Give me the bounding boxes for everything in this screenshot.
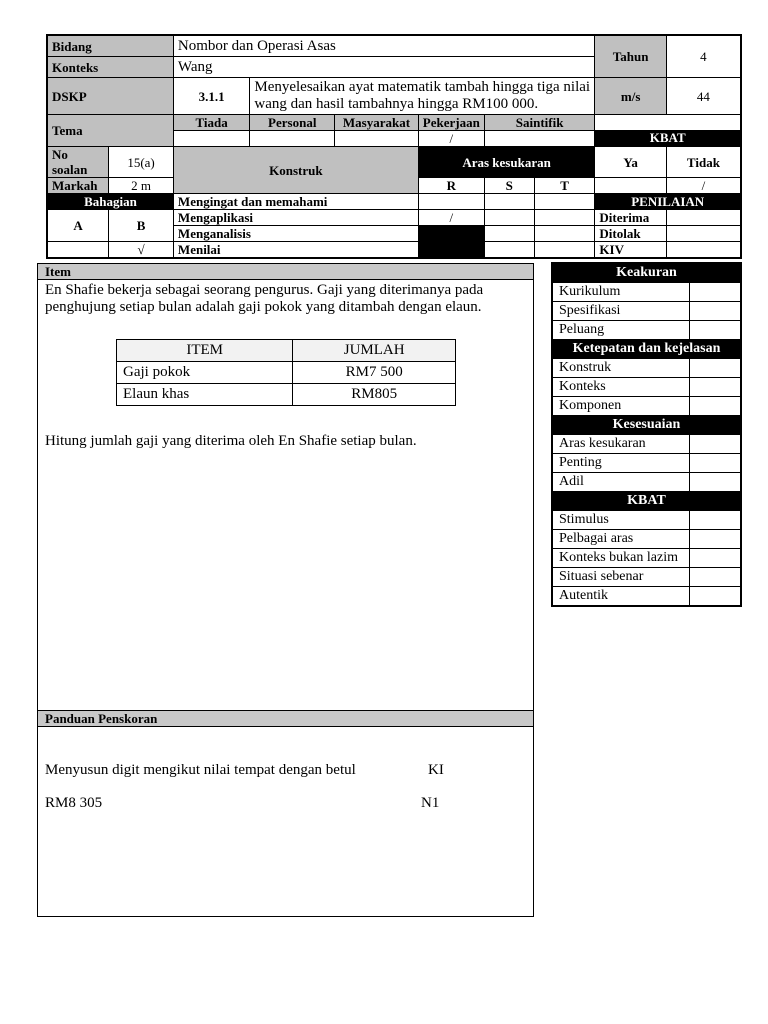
dskp-code: 3.1.1	[173, 78, 249, 115]
checklist-item: Spesifikasi	[552, 302, 690, 321]
markah-label: Markah	[47, 178, 109, 194]
tema-option: Personal	[250, 115, 335, 131]
penilaian-row: Ditolak	[595, 226, 666, 242]
checklist-item: Autentik	[552, 587, 690, 607]
tahun-value: 4	[666, 35, 741, 78]
keakuran-header: Keakuran	[552, 263, 741, 283]
item-header: Item	[38, 264, 533, 280]
scoring-mark-2: N1	[421, 795, 440, 811]
table-row	[117, 384, 456, 406]
tema-option: Masyarakat	[335, 115, 419, 131]
checklist-item: Peluang	[552, 321, 690, 340]
bahagian-header: Bahagian	[47, 194, 173, 210]
item-panel	[37, 263, 534, 917]
konstruk-row: Menilai	[173, 242, 418, 259]
scoring-mark-1: KI	[428, 762, 444, 778]
checklist-item: Penting	[552, 454, 690, 473]
item-table-header: ITEM	[117, 340, 293, 362]
checklist-box	[690, 321, 742, 340]
aras-s-label: S	[484, 178, 534, 194]
kbat-tidak-label: Tidak	[666, 147, 741, 178]
tema-option: Tiada	[173, 115, 249, 131]
bahagian-b-mark: √	[109, 242, 174, 259]
item-table	[116, 339, 456, 406]
checklist-item: Stimulus	[552, 511, 690, 530]
konstruk-row: Mengaplikasi	[173, 210, 418, 226]
no-soalan-value: 15(a)	[109, 147, 174, 178]
penilaian-header: PENILAIAN	[595, 194, 741, 210]
no-soalan-label: No soalan	[47, 147, 109, 178]
checklist-item: Aras kesukaran	[552, 435, 690, 454]
checklist-box	[690, 283, 742, 302]
tema-label: Tema	[47, 115, 173, 147]
kbat-ya-label: Ya	[595, 147, 666, 178]
aras-kesukaran-header: Aras kesukaran	[418, 147, 595, 178]
checklist-table	[551, 262, 742, 607]
question-text: En Shafie bekerja sebagai seorang pengurus. Gaji yang diterimanya pada penghujung setiap bulan adalah gaji pokok yang ditambah dengan elaun.	[45, 282, 484, 315]
shaded-cell	[418, 226, 484, 242]
checklist-item: Konteks	[552, 378, 690, 397]
tema-mark-pekerjaan: /	[418, 131, 484, 147]
aras-r-label: R	[418, 178, 484, 194]
ms-value: 44	[666, 78, 741, 115]
bidang-label: Bidang	[47, 35, 173, 57]
scoring-line-1: Menyusun digit mengikut nilai tempat dengan betul	[45, 762, 356, 778]
tema-option: Saintifik	[484, 115, 595, 131]
checklist-box	[690, 587, 742, 607]
kbat-header: KBAT	[595, 130, 740, 146]
konstruk-row: Mengingat dan memahami	[173, 194, 418, 210]
tema-option: Pekerjaan	[418, 115, 484, 131]
checklist-item: Kurikulum	[552, 283, 690, 302]
konstruk-label: Konstruk	[173, 147, 418, 194]
checklist-item: Konteks bukan lazim	[552, 549, 690, 568]
checklist-box	[690, 511, 742, 530]
kbat-checklist-header: KBAT	[552, 492, 741, 511]
markah-value: 2 m	[109, 178, 174, 194]
dskp-label: DSKP	[47, 78, 173, 115]
konteks-label: Konteks	[47, 57, 173, 78]
checklist-box	[690, 359, 742, 378]
table-cell: Elaun khas	[117, 384, 293, 406]
checklist-item: Pelbagai aras	[552, 530, 690, 549]
konteks-value: Wang	[173, 57, 595, 78]
ketepatan-header: Ketepatan dan kejelasan	[552, 340, 741, 359]
kesesuaian-header: Kesesuaian	[552, 416, 741, 435]
checklist-box	[690, 568, 742, 587]
question-prompt: Hitung jumlah gaji yang diterima oleh En Shafie setiap bulan.	[45, 433, 417, 449]
tema-mark	[173, 131, 249, 147]
konstruk-row: Menganalisis	[173, 226, 418, 242]
scoring-line-2: RM8 305	[45, 795, 103, 811]
checklist-box	[690, 473, 742, 492]
tema-mark	[335, 131, 419, 147]
aplikasi-r-mark: /	[418, 210, 484, 226]
checklist-item: Situasi sebenar	[552, 568, 690, 587]
table-row	[117, 362, 456, 384]
table-cell: Gaji pokok	[117, 362, 293, 384]
bidang-value: Nombor dan Operasi Asas	[173, 35, 595, 57]
checklist-box	[690, 530, 742, 549]
bahagian-a: A	[47, 210, 109, 242]
checklist-box	[690, 435, 742, 454]
aras-t-label: T	[534, 178, 595, 194]
tahun-label: Tahun	[595, 35, 666, 78]
dskp-description: Menyelesaikan ayat matematik tambah hingga tiga nilai wang dan hasil tambahnya hingga RM100 000.	[250, 78, 595, 115]
tema-mark	[250, 131, 335, 147]
checklist-item: Komponen	[552, 397, 690, 416]
checklist-item: Konstruk	[552, 359, 690, 378]
checklist-box	[690, 454, 742, 473]
checklist-box	[690, 378, 742, 397]
penilaian-row: Diterima	[595, 210, 666, 226]
scoring-header: Panduan Penskoran	[38, 710, 533, 727]
checklist-box	[690, 397, 742, 416]
item-table-header: JUMLAH	[293, 340, 456, 362]
table-cell: RM7 500	[293, 362, 456, 384]
bahagian-b: B	[109, 210, 174, 242]
shaded-cell	[418, 242, 484, 259]
checklist-item: Adil	[552, 473, 690, 492]
table-cell: RM805	[293, 384, 456, 406]
kbat-tidak-mark: /	[666, 178, 741, 194]
checklist-box	[690, 549, 742, 568]
kbat-ya-mark	[595, 178, 666, 194]
ms-label: m/s	[595, 78, 666, 115]
checklist-box	[690, 302, 742, 321]
penilaian-row: KIV	[595, 242, 666, 259]
tema-mark	[484, 131, 595, 147]
header-table	[46, 34, 742, 259]
